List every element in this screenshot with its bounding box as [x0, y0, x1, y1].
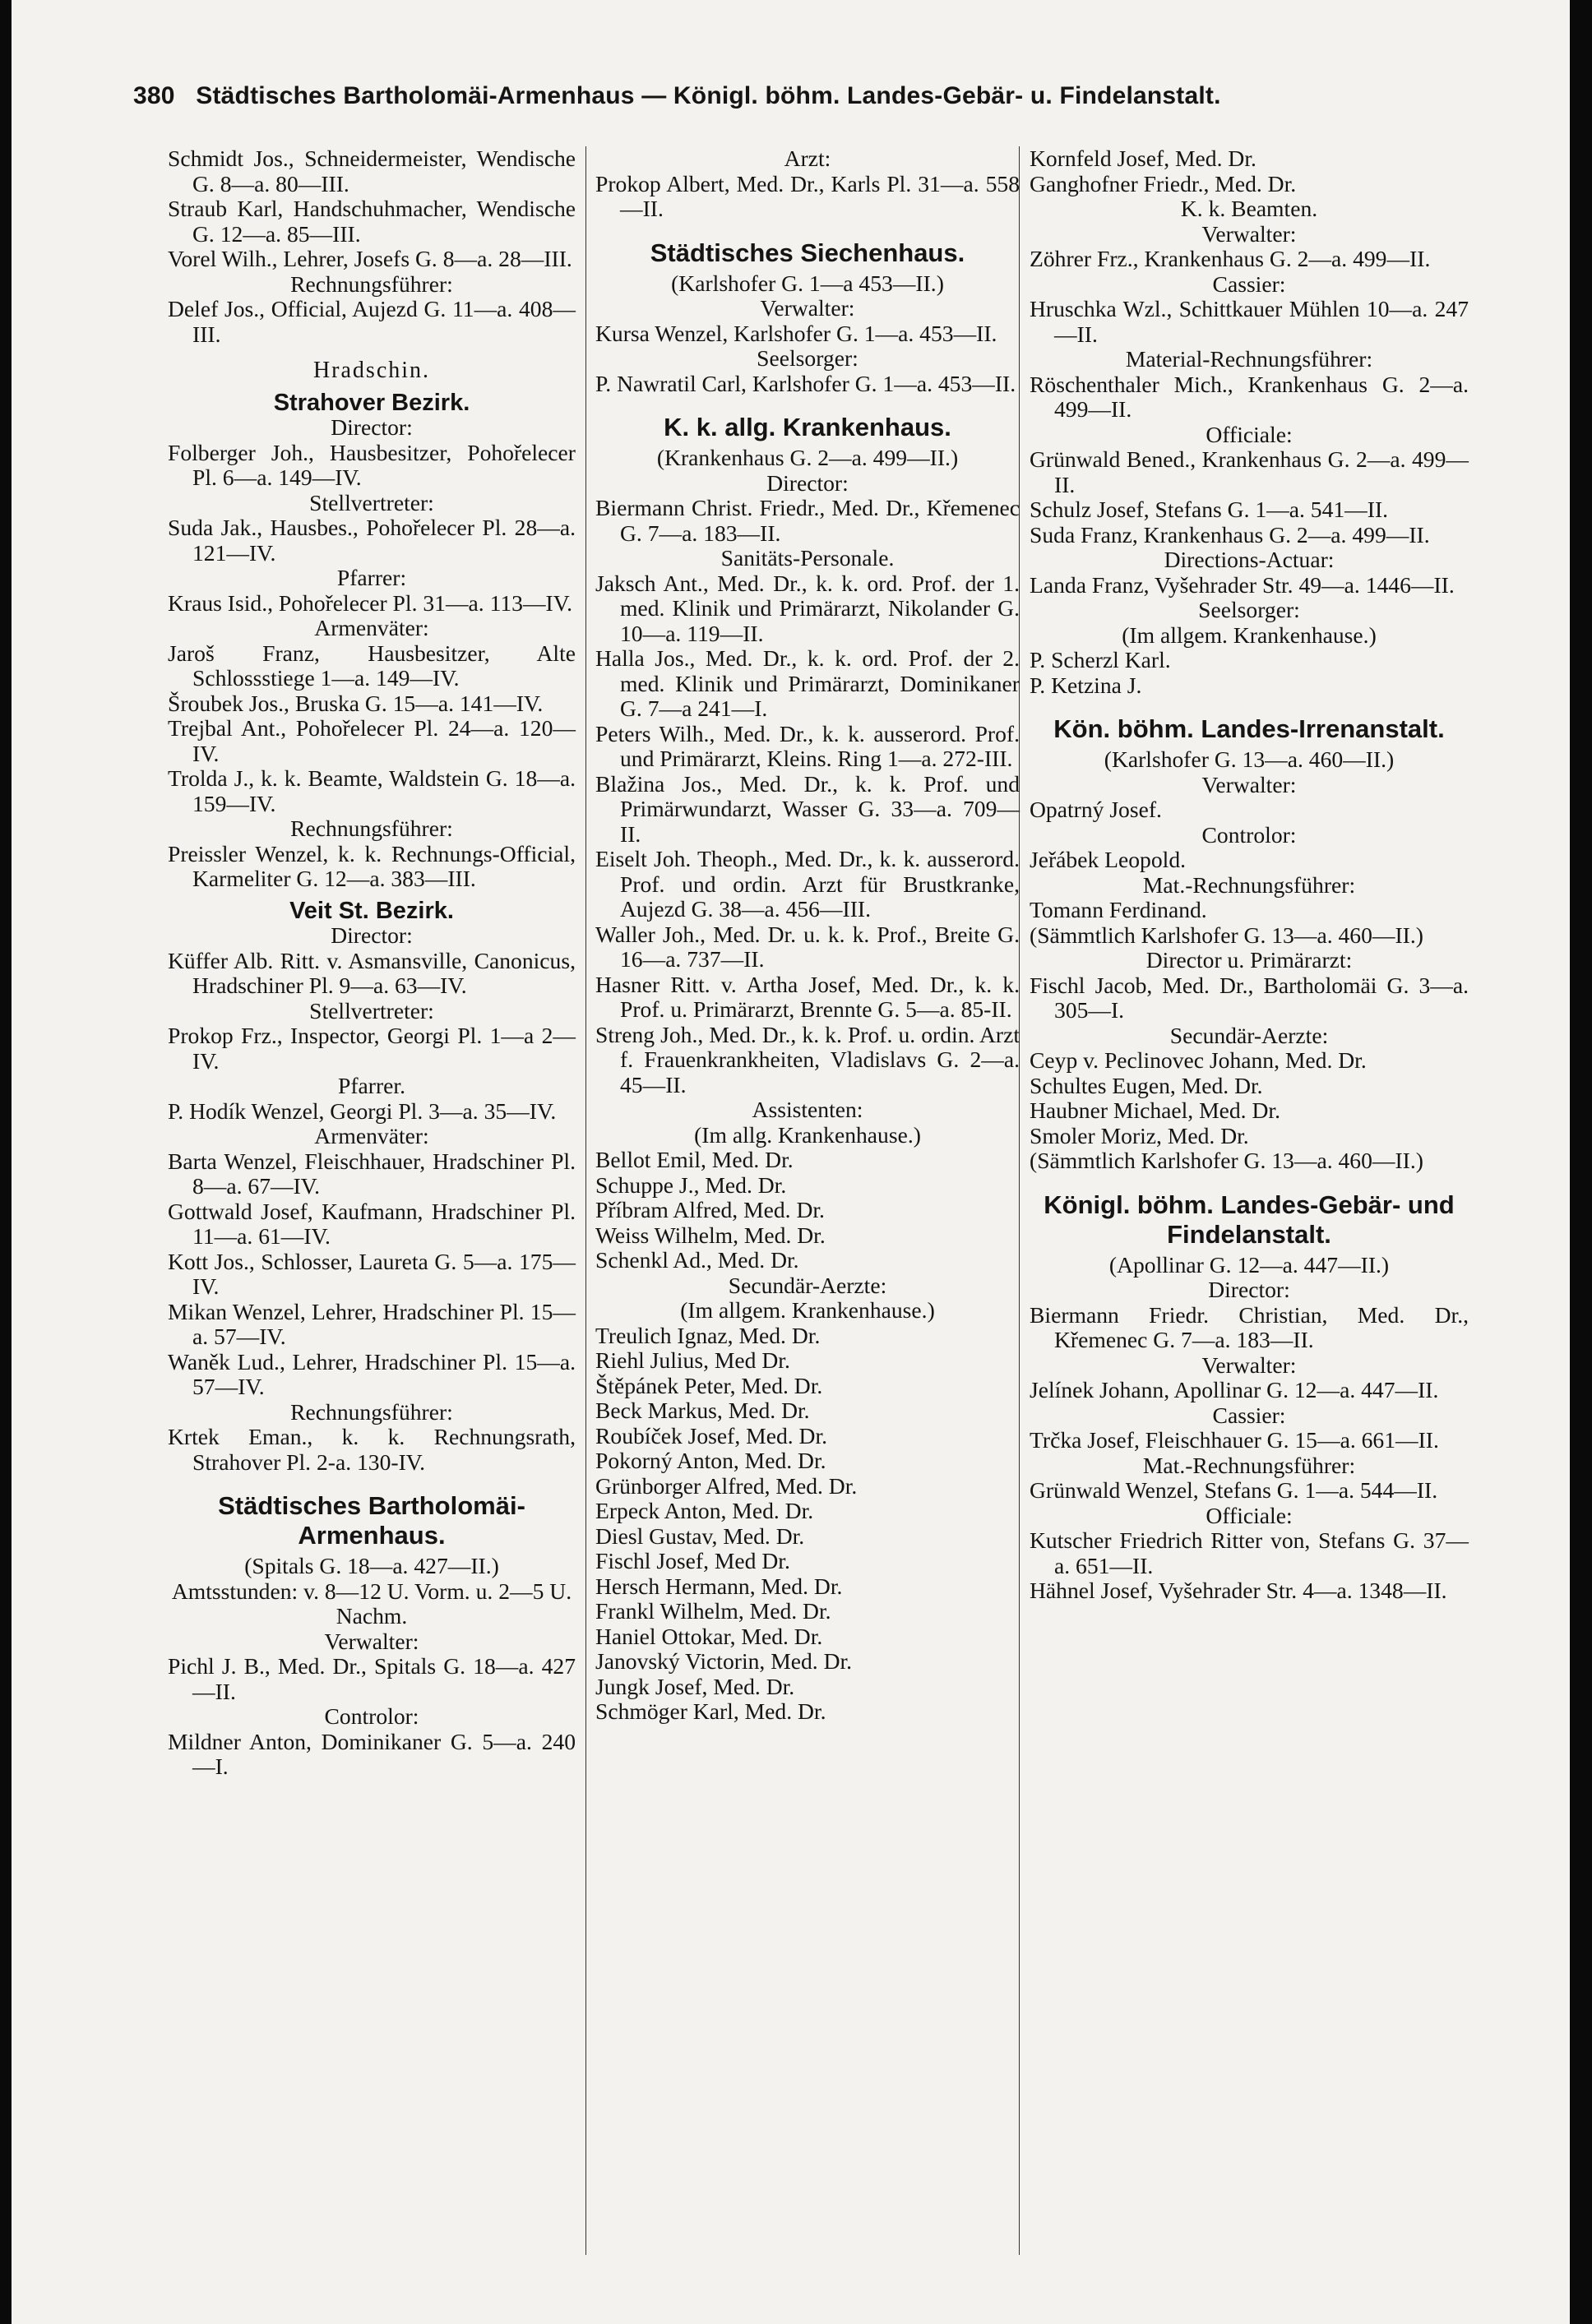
directory-entry: Riehl Julius, Med Dr.	[595, 1347, 790, 1373]
directory-entry: Šroubek Jos., Bruska G. 15—a. 141—IV.	[168, 690, 544, 716]
role-heading: (Im allg. Krankenhause.)	[694, 1121, 921, 1148]
directory-entry: Krtek Eman., k. k. Rechnungsrath, Strahover Pl. 2-a. 130-IV.	[168, 1424, 576, 1475]
role-heading: Seelsorger:	[757, 345, 858, 371]
role-heading: (Im allgem. Krankenhause.)	[680, 1297, 935, 1323]
directory-entry: Ganghofner Friedr., Med. Dr.	[1030, 170, 1297, 196]
directory-entry: Prokop Frz., Inspector, Georgi Pl. 1—a 2—IV.	[168, 1023, 576, 1074]
role-heading: Mat.-Rechnungsführer:	[1142, 1452, 1356, 1478]
directory-entry: Hruschka Wzl., Schittkauer Mühlen 10—a. 247—II.	[1030, 296, 1469, 347]
directory-entry: Hähnel Josef, Vyšehrader Str. 4—a. 1348—II.	[1030, 1578, 1447, 1603]
directory-entry: Jaroš Franz, Hausbesitzer, Alte Schlossstiege 1—a. 149—IV.	[168, 640, 576, 691]
directory-entry: Schmöger Karl, Med. Dr.	[595, 1698, 826, 1724]
directory-entry: Küffer Alb. Ritt. v. Asmansville, Canonicus, Hradschiner Pl. 9—a. 63—IV.	[168, 947, 576, 998]
directory-entry: Schmidt Jos., Schneidermeister, Wendische G. 8—a. 80—III.	[168, 146, 576, 196]
section-title: Städtisches Bartholomäi-Armenhaus.	[218, 1491, 525, 1550]
directory-entry: Streng Joh., Med. Dr., k. k. Prof. u. ordin. Arzt f. Frauenkrankheiten, Vladislavs G. 2—a. 45—II.	[595, 1021, 1020, 1097]
section-address: (Karlshofer G. 13—a. 460—II.)	[1104, 746, 1395, 772]
directory-entry: Smoler Moriz, Med. Dr.	[1030, 1122, 1249, 1148]
directory-entry: P. Scherzl Karl.	[1030, 647, 1171, 672]
directory-entry: Prokop Albert, Med. Dr., Karls Pl. 31—a. 558—II.	[595, 170, 1020, 221]
page-number: 380	[133, 82, 175, 109]
directory-entry: Waller Joh., Med. Dr. u. k. k. Prof., Breite G. 16—a. 737—II.	[595, 921, 1020, 972]
section-address: (Krankenhaus G. 2—a. 499—II.)	[656, 445, 959, 470]
role-heading: Verwalter:	[324, 1628, 419, 1654]
directory-entry: Diesl Gustav, Med. Dr.	[595, 1522, 805, 1549]
role-heading: Director:	[331, 414, 413, 440]
directory-entry: Pichl J. B., Med. Dr., Spitals G. 18—a. 427—II.	[168, 1653, 576, 1704]
section-address: Amtsstunden: v. 8—12 U. Vorm. u. 2—5 U. Nachm.	[171, 1578, 572, 1629]
section-title: Kön. böhm. Landes-Irrenanstalt.	[1053, 714, 1445, 743]
district-heading: Veit St. Bezirk.	[289, 897, 454, 924]
role-heading: Controlor:	[1201, 821, 1297, 848]
role-heading: Stellvertreter:	[309, 997, 434, 1023]
directory-entry: Kraus Isid., Pohořelecer Pl. 31—a. 113—IV.	[168, 589, 573, 616]
section-title: Königl. böhm. Landes-Gebär- und Findelanstalt.	[1044, 1190, 1455, 1249]
area-heading: Hradschin.	[312, 358, 431, 383]
directory-entry: Haniel Ottokar, Med. Dr.	[595, 1623, 823, 1649]
directory-entry: Jungk Josef, Med. Dr.	[595, 1673, 795, 1699]
directory-entry: Straub Karl, Handschuhmacher, Wendische G. 12—a. 85—III.	[168, 196, 576, 247]
role-heading: Officiale:	[1206, 1502, 1293, 1528]
directory-entry: Roubíček Josef, Med. Dr.	[595, 1422, 828, 1448]
directory-entry: Ceyp v. Peclinovec Johann, Med. Dr.	[1030, 1047, 1367, 1073]
directory-entry: Vorel Wilh., Lehrer, Josefs G. 8—a. 28—III.	[168, 246, 572, 271]
directory-entry: P. Nawratil Carl, Karlshofer G. 1—a. 453—II.	[595, 370, 1016, 396]
directory-entry: Gottwald Josef, Kaufmann, Hradschiner Pl. 11—a. 61—IV.	[168, 1198, 576, 1249]
role-heading: Directions-Actuar:	[1164, 547, 1335, 572]
directory-entry: Trejbal Ant., Pohořelecer Pl. 24—a. 120—IV.	[168, 715, 576, 766]
directory-entry: Landa Franz, Vyšehrader Str. 49—a. 1446—II.	[1030, 571, 1455, 598]
section-title: K. k. allg. Krankenhaus.	[664, 413, 951, 441]
role-heading: Verwalter:	[1201, 1351, 1297, 1378]
directory-entry: Hasner Ritt. v. Artha Josef, Med. Dr., k. k. Prof. u. Primärarzt, Brennte G. 5—a. 85-II.	[595, 971, 1020, 1022]
directory-entry: Kornfeld Josef, Med. Dr.	[1030, 146, 1256, 171]
directory-entry: Halla Jos., Med. Dr., k. k. ord. Prof. der 2. med. Klinik und Primärarzt, Dominikaner G. 7—a 241—I.	[595, 645, 1020, 721]
role-heading: Director:	[331, 922, 413, 948]
directory-entry: Kutscher Friedrich Ritter von, Stefans G. 37—a. 651—II.	[1030, 1527, 1469, 1578]
directory-entry: Pokorný Anton, Med. Dr.	[595, 1448, 826, 1473]
directory-entry: Jelínek Johann, Apollinar G. 12—a. 447—II.	[1030, 1377, 1439, 1402]
section-title: Städtisches Siechenhaus.	[650, 238, 965, 267]
role-heading: K. k. Beamten.	[1180, 196, 1318, 221]
directory-entry: Grünborger Alfred, Med. Dr.	[595, 1472, 858, 1499]
role-heading: Pfarrer:	[336, 565, 407, 590]
directory-entry: Tomann Ferdinand.	[1030, 897, 1207, 922]
directory-entry: Jaksch Ant., Med. Dr., k. k. ord. Prof. der 1. med. Klinik und Primärarzt, Nikolander G. 10—a. 119—II.	[595, 570, 1020, 646]
column-left	[168, 146, 576, 1780]
directory-entry: Peters Wilh., Med. Dr., k. k. ausserord. Prof. und Primärarzt, Kleins. Ring 1—a. 272-III.	[595, 720, 1020, 771]
role-heading: Verwalter:	[1201, 771, 1297, 797]
directory-entry: Kott Jos., Schlosser, Laureta G. 5—a. 175—IV.	[168, 1248, 576, 1299]
role-heading: Armenväter:	[314, 1123, 429, 1148]
role-heading: Rechnungsführer:	[290, 1398, 453, 1425]
directory-entry: Schultes Eugen, Med. Dr.	[1030, 1072, 1263, 1098]
directory-entry: Mildner Anton, Dominikaner G. 5—a. 240—I.	[168, 1728, 576, 1779]
directory-entry: Biermann Friedr. Christian, Med. Dr., Křemenec G. 7—a. 183—II.	[1030, 1301, 1469, 1352]
directory-entry: Folberger Joh., Hausbesitzer, Pohořelecer Pl. 6—a. 149—IV.	[168, 439, 576, 490]
directory-entry: (Sämmtlich Karlshofer G. 13—a. 460—II.)	[1030, 1148, 1423, 1173]
section-address: (Karlshofer G. 1—a 453—II.)	[671, 270, 944, 296]
book-page	[12, 0, 1570, 2324]
directory-entry: (Sämmtlich Karlshofer G. 13—a. 460—II.)	[1030, 922, 1423, 948]
directory-entry: Schenkl Ad., Med. Dr.	[595, 1247, 799, 1273]
directory-entry: Biermann Christ. Friedr., Med. Dr., Křemenec G. 7—a. 183—II.	[595, 495, 1020, 546]
role-heading: Seelsorger:	[1198, 597, 1300, 622]
directory-entry: Grünwald Bened., Krankenhaus G. 2—a. 499—II.	[1030, 446, 1469, 497]
directory-entry: Preissler Wenzel, k. k. Rechnungs-Official, Karmeliter G. 12—a. 383—III.	[168, 840, 576, 891]
role-heading: Sanitäts-Personale.	[720, 545, 895, 571]
role-heading: Director:	[1208, 1277, 1290, 1302]
directory-entry: Bellot Emil, Med. Dr.	[595, 1147, 794, 1172]
directory-entry: Příbram Alfred, Med. Dr.	[595, 1197, 825, 1222]
role-heading: Director u. Primärarzt:	[1145, 947, 1353, 973]
column-middle	[595, 146, 1020, 1725]
role-heading: Armenväter:	[314, 615, 429, 640]
directory-entry: Frankl Wilhelm, Med. Dr.	[595, 1598, 831, 1624]
role-heading: Material-Rechnungsführer:	[1125, 346, 1373, 372]
role-heading: Rechnungsführer:	[290, 815, 453, 841]
directory-entry: Kursa Wenzel, Karlshofer G. 1—a. 453—II.	[595, 320, 997, 346]
directory-entry: Röschenthaler Mich., Krankenhaus G. 2—a. 499—II.	[1030, 371, 1469, 422]
directory-entry: Suda Jak., Hausbes., Pohořelecer Pl. 28—a. 121—IV.	[168, 515, 576, 566]
role-heading: Cassier:	[1212, 270, 1286, 297]
directory-entry: Erpeck Anton, Med. Dr.	[595, 1498, 814, 1523]
role-heading: Secundär-Aerzte:	[728, 1272, 887, 1298]
directory-entry: Suda Franz, Krankenhaus G. 2—a. 499—II.	[1030, 521, 1430, 548]
directory-entry: Haubner Michael, Med. Dr.	[1030, 1097, 1280, 1123]
role-heading: Verwalter:	[1201, 220, 1297, 247]
role-heading: Officiale:	[1206, 421, 1293, 447]
directory-entry: Schulz Josef, Stefans G. 1—a. 541—II.	[1030, 497, 1389, 522]
directory-entry: Beck Markus, Med. Dr.	[595, 1398, 810, 1423]
role-heading: Pfarrer.	[338, 1073, 405, 1098]
directory-entry: Opatrný Josef.	[1030, 797, 1162, 822]
directory-entry: Barta Wenzel, Fleischhauer, Hradschiner Pl. 8—a. 67—IV.	[168, 1148, 576, 1199]
directory-entry: Weiss Wilhelm, Med. Dr.	[595, 1222, 826, 1248]
directory-entry: Štěpánek Peter, Med. Dr.	[595, 1372, 823, 1398]
directory-entry: Zöhrer Frz., Krankenhaus G. 2—a. 499—II.	[1030, 246, 1431, 271]
directory-entry: Schuppe J., Med. Dr.	[595, 1171, 787, 1198]
directory-entry: Hersch Hermann, Med. Dr.	[595, 1573, 843, 1599]
role-heading: Director:	[766, 469, 849, 496]
column-rule	[585, 146, 586, 2255]
directory-entry: Mikan Wenzel, Lehrer, Hradschiner Pl. 15—a. 57—IV.	[168, 1298, 576, 1349]
role-heading: Rechnungsführer:	[290, 270, 453, 297]
section-address: (Spitals G. 18—a. 427—II.)	[244, 1553, 499, 1578]
directory-entry: Eiselt Joh. Theoph., Med. Dr., k. k. ausserord. Prof. und ordin. Arzt für Brustkranke, Aujezd G. 38—a. 456—III.	[595, 846, 1020, 922]
directory-entry: Janovský Victorin, Med. Dr.	[595, 1648, 853, 1674]
role-heading: Cassier:	[1212, 1402, 1286, 1428]
role-heading: Arzt:	[784, 146, 831, 171]
role-heading: Stellvertreter:	[309, 489, 434, 515]
column-right	[1030, 146, 1469, 1604]
directory-entry: Treulich Ignaz, Med. Dr.	[595, 1322, 821, 1348]
directory-entry: Grünwald Wenzel, Stefans G. 1—a. 544—II.	[1030, 1477, 1438, 1503]
directory-entry: Delef Jos., Official, Aujezd G. 11—a. 408—III.	[168, 296, 576, 347]
directory-entry: Waněk Lud., Lehrer, Hradschiner Pl. 15—a. 57—IV.	[168, 1348, 576, 1399]
directory-entry: P. Hodík Wenzel, Georgi Pl. 3—a. 35—IV.	[168, 1097, 557, 1124]
directory-entry: Fischl Jacob, Med. Dr., Bartholomäi G. 3—a. 305—I.	[1030, 972, 1469, 1023]
role-heading: Assistenten:	[752, 1097, 863, 1122]
directory-entry: Blažina Jos., Med. Dr., k. k. Prof. und Primärwundarzt, Wasser G. 33—a. 709—II.	[595, 770, 1020, 847]
directory-entry: Trolda J., k. k. Beamte, Waldstein G. 18—a. 159—IV.	[168, 765, 576, 816]
role-heading: Mat.-Rechnungsführer:	[1142, 871, 1356, 898]
running-header	[133, 82, 1221, 110]
directory-entry: Jeřábek Leopold.	[1030, 847, 1187, 872]
district-heading: Strahover Bezirk.	[273, 389, 470, 416]
directory-entry: P. Ketzina J.	[1030, 672, 1142, 698]
role-heading: Verwalter:	[760, 295, 855, 321]
running-title: Städtisches Bartholomäi-Armenhaus — Königl. böhm. Landes-Gebär- u. Findelanstalt.	[196, 82, 1221, 109]
directory-entry: Trčka Josef, Fleischhauer G. 15—a. 661—II.	[1030, 1427, 1439, 1453]
directory-entry: Fischl Josef, Med Dr.	[595, 1548, 790, 1573]
role-heading: (Im allgem. Krankenhause.)	[1122, 621, 1377, 648]
role-heading: Secundär-Aerzte:	[1169, 1022, 1329, 1048]
section-address: (Apollinar G. 12—a. 447—II.)	[1108, 1251, 1390, 1278]
role-heading: Controlor:	[324, 1703, 419, 1729]
